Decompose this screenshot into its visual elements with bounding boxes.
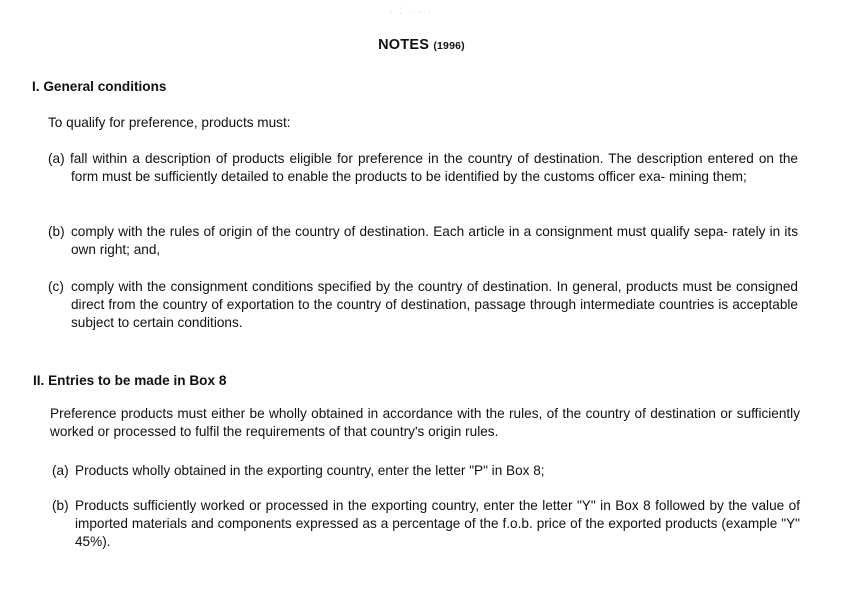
list-item-text: fall within a description of products eligible for preference in the country of destination. The description entered on the form must be sufficiently detailed to enable the products to be identified by the customs officer exa- mining them; xyxy=(70,151,798,184)
page-title xyxy=(0,36,843,55)
title-year: (1996) xyxy=(433,40,465,52)
list-item-label: (b) xyxy=(52,498,69,513)
list-item xyxy=(48,278,798,332)
scan-noise-top: · ⁚ · · · xyxy=(390,6,433,16)
list-item-text: Products wholly obtained in the exporting country, enter the letter "P" in Box 8; xyxy=(75,463,545,478)
section-1-intro: To qualify for preference, products must: xyxy=(48,115,291,130)
list-item-text: comply with the consignment conditions specified by the country of destination. In general, products must be consigned direct from the country of exportation to the country of destination, passage through intermediate countries is acceptable subject to certain conditions. xyxy=(71,279,798,330)
list-item xyxy=(52,497,800,551)
list-item-label: (a) xyxy=(52,463,69,478)
list-item xyxy=(52,462,800,480)
list-item-label: (a) xyxy=(48,151,65,166)
list-item xyxy=(48,150,798,186)
list-item-label: (c) xyxy=(48,279,64,294)
list-item-label: (b) xyxy=(48,224,65,239)
section-2-heading: II. Entries to be made in Box 8 xyxy=(33,373,227,388)
title-text: NOTES xyxy=(378,37,430,53)
list-item-text: Products sufficiently worked or processed in the exporting country, enter the letter "Y" in Box 8 followed by the value of imported materials and components expressed as a percentage of the f.o.b. price of the exported products (example "Y" 45%). xyxy=(75,498,800,549)
section-2-intro: Preference products must either be wholly obtained in accordance with the rules, of the country of destination or sufficiently worked or processed to fulfil the requirements of that country's origin rules. xyxy=(50,406,800,439)
section-1-heading: I. General conditions xyxy=(32,79,167,94)
list-item-text: comply with the rules of origin of the country of destination. Each article in a consignment must qualify sepa- rately in its own right; and, xyxy=(71,224,798,257)
list-item xyxy=(48,223,798,259)
